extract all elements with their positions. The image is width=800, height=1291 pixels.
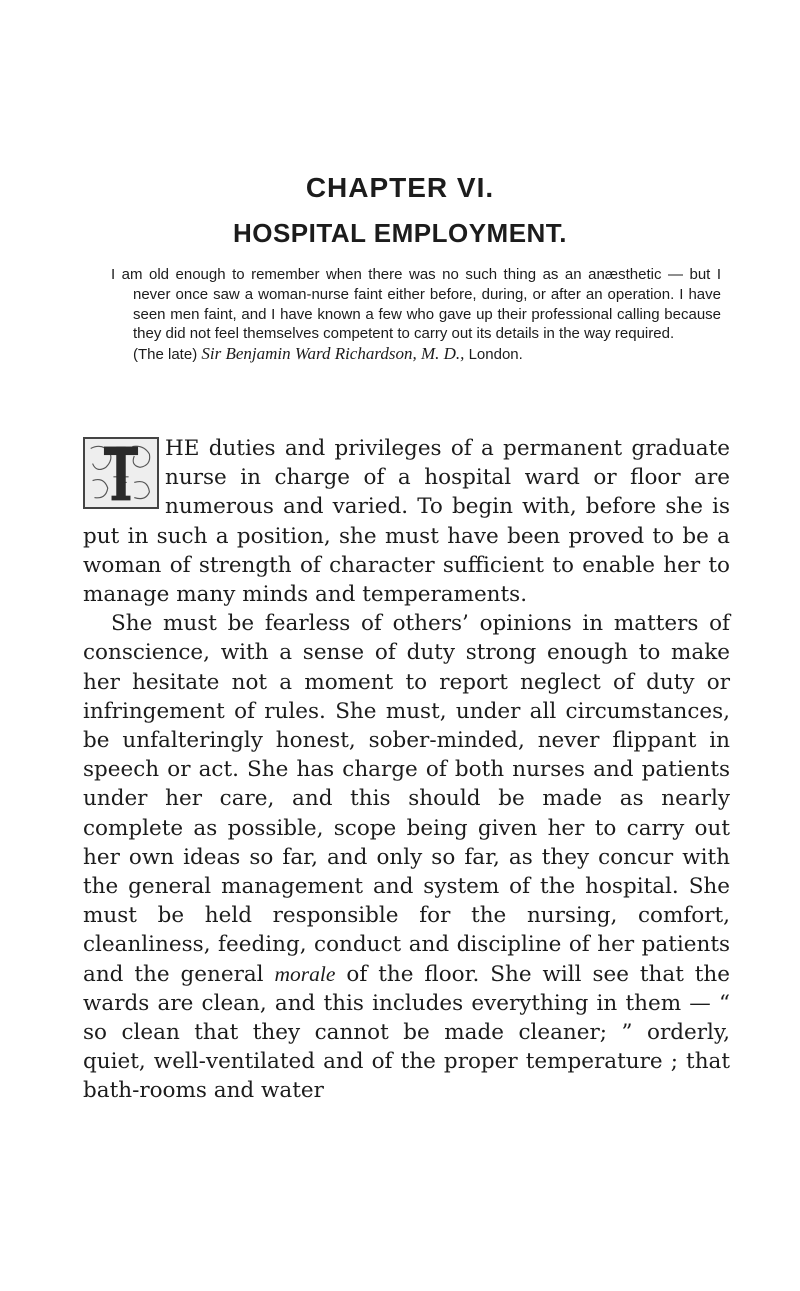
attribution-name: Sir Benjamin Ward Richardson, M. D., <box>201 344 465 364</box>
paragraph-1-text: HE duties and privileges of a permanent graduate nurse in charge of a hospital ward or floor are numerous and varied. To begin with, before she is put in such a position, she must have been proved to be a woman of strength of character sufficient to enable her to manage many minds and temperaments. <box>83 436 730 608</box>
paragraph-2-text-a: She must be fearless of others’ opinions in matters of conscience, with a sense of duty strong enough to make her hesitate not a moment to report neglect of duty or infringement of rules. She must, under all circumstances, be unfalteringly honest, sober-minded, never flippant in speech or act. She has charge of both nurses and patients under her care, and this should be made as nearly complete as possible, scope being given her to carry out her own ideas so far, and only so far, as they concur with the general management and system of the hospital. She must be held responsible for the nursing, comfort, cleanliness, feeding, conduct and discipline of her patients and the general <box>83 611 730 987</box>
paragraph-2-italic: morale <box>274 961 336 986</box>
dropcap-t-icon <box>83 437 159 509</box>
paragraph-1 <box>83 434 730 609</box>
chapter-title: HOSPITAL EMPLOYMENT. <box>232 218 568 248</box>
chapter-body <box>83 434 730 1106</box>
paragraph-2-text-b: of the floor. She will see that the wards are clean, and this includes everything in them — “ so clean that they cannot be made cleaner; ” orderly, quiet, well-ventilated and of the proper temperature ; that bath-rooms and water <box>83 961 730 1104</box>
epigraph-attribution <box>111 344 721 365</box>
chapter-heading: CHAPTER VI. <box>305 172 495 203</box>
epigraph <box>111 265 721 365</box>
attribution-place: London. <box>468 346 523 364</box>
paragraph-2 <box>83 609 730 1105</box>
attribution-prefix: (The late) <box>133 346 198 364</box>
epigraph-text: I am old enough to remember when there was no such thing as an anæsthetic — but I never once saw a woman-nurse faint either before, during, or after an operation. I have seen men faint, and I have known a few who gave up their professional calling because they did not feel themselves competent to carry out its details in the way required. <box>111 266 721 343</box>
